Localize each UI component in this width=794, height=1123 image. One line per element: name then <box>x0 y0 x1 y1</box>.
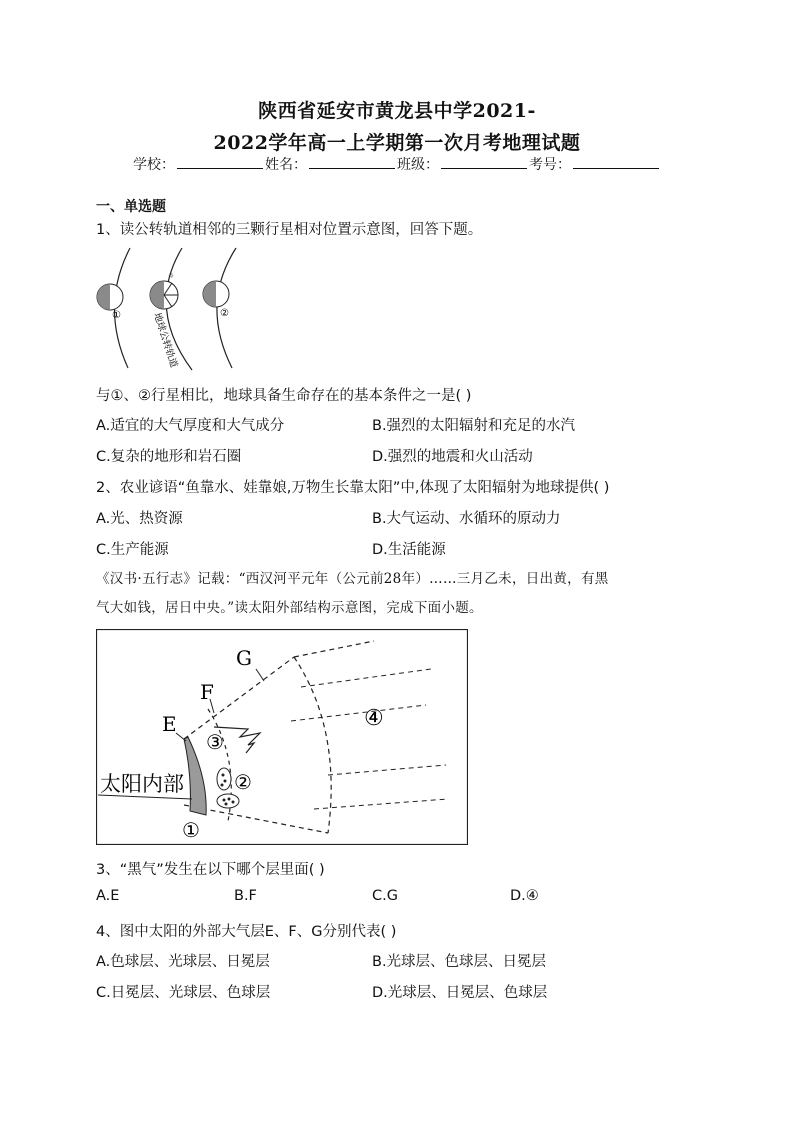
fig1-label-2: ② <box>220 308 229 319</box>
label-3: ③ <box>206 730 224 754</box>
figure-frame <box>97 630 468 845</box>
fig1-label-1: ① <box>112 310 121 321</box>
q3-option-d[interactable]: D.④ <box>510 888 539 904</box>
label-4: ④ <box>364 706 384 731</box>
label-2: ② <box>234 770 252 794</box>
q2-option-b[interactable]: B.大气运动、水循环的原动力 <box>372 511 561 527</box>
q4-option-b[interactable]: B.光球层、色球层、日冕层 <box>372 954 547 970</box>
label-F: F <box>200 680 214 704</box>
sunspot-2 <box>217 794 239 808</box>
label-sun-interior: 太阳内部 <box>100 772 184 796</box>
page-title-line2: 2022学年高一上学期第一次月考地理试题 <box>213 132 581 154</box>
q2-stem: 2、农业谚语“鱼靠水、娃靠娘,万物生长靠太阳”中,体现了太阳辐射为地球提供( ) <box>96 480 610 496</box>
label-E: E <box>162 712 177 736</box>
planet-2 <box>203 281 229 307</box>
q3-stem: 3、“黑气”发生在以下哪个层里面( ) <box>96 862 325 878</box>
svg-text:☼: ☼ <box>168 272 175 280</box>
q3-option-c[interactable]: C.G <box>372 888 398 904</box>
q4-option-c[interactable]: C.日冕层、光球层、色球层 <box>96 985 271 1001</box>
section-heading: 一、单选题 <box>96 199 166 215</box>
q2-option-d[interactable]: D.生活能源 <box>372 542 446 558</box>
school-blank <box>177 154 263 169</box>
id-blank <box>573 154 659 169</box>
sunspot-1 <box>217 768 231 790</box>
planet-1 <box>97 284 123 310</box>
label-1: ① <box>182 818 200 842</box>
q1-option-d[interactable]: D.强烈的地震和火山活动 <box>372 449 533 465</box>
class-blank <box>441 154 527 169</box>
q4-option-a[interactable]: A.色球层、光球层、日冕层 <box>96 954 270 970</box>
sun-structure-figure <box>96 629 468 845</box>
id-label: 考号： <box>529 157 571 173</box>
q1-question: 与①、②行星相比，地球具备生命存在的基本条件之一是( ) <box>96 388 472 404</box>
q2-option-a[interactable]: A.光、热资源 <box>96 511 183 527</box>
q1-stem: 1、读公转轨道相邻的三颗行星相对位置示意图，回答下题。 <box>96 222 483 238</box>
page-title-line1: 陕西省延安市黄龙县中学2021- <box>258 100 536 122</box>
q4-option-d[interactable]: D.光球层、日冕层、色球层 <box>372 985 548 1001</box>
q1-option-a[interactable]: A.适宜的大气厚度和大气成分 <box>96 418 285 434</box>
q1-option-b[interactable]: B.强烈的太阳辐射和充足的水汽 <box>372 418 576 434</box>
q3-option-a[interactable]: A.E <box>96 888 120 904</box>
passage-line-1: 《汉书·五行志》记载：“西汉河平元年（公元前28年）……三月乙未，日出黄，有黑 <box>96 571 609 587</box>
name-blank <box>309 154 395 169</box>
class-label: 班级： <box>397 157 439 173</box>
fig1-orbit-label: 地球公转轨道 <box>151 311 180 370</box>
planet-orbit-figure <box>92 246 252 374</box>
q3-option-b[interactable]: B.F <box>234 888 257 904</box>
passage-text <box>96 565 706 623</box>
name-label: 姓名： <box>265 157 307 173</box>
q4-stem: 4、图中太阳的外部大气层E、F、G分别代表( ) <box>96 924 397 940</box>
q2-option-c[interactable]: C.生产能源 <box>96 542 169 558</box>
school-label: 学校： <box>133 157 175 173</box>
label-G: G <box>236 646 252 670</box>
passage-line-2: 气大如钱，居日中央。”读太阳外部结构示意图，完成下面小题。 <box>96 600 483 616</box>
q1-option-c[interactable]: C.复杂的地形和岩石圈 <box>96 449 242 465</box>
planet-earth <box>150 272 178 309</box>
student-info-row <box>0 154 794 174</box>
